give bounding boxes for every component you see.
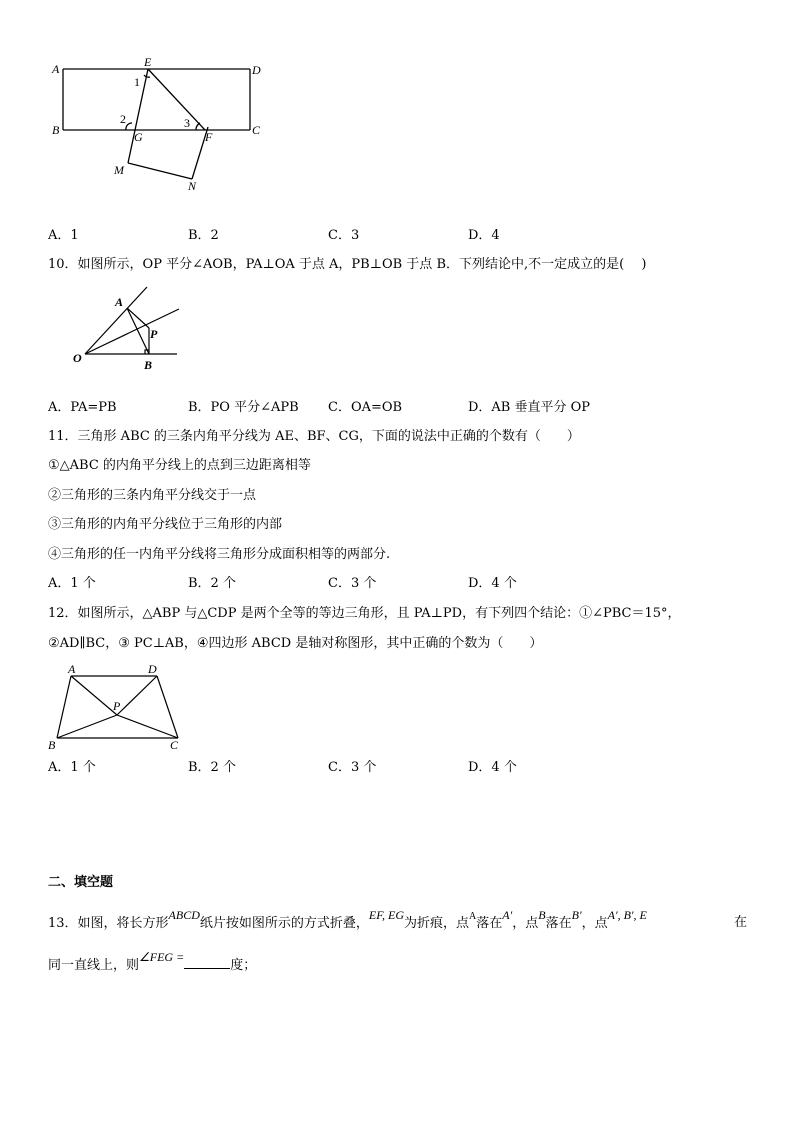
q13-line2-part2: 度； [230,958,257,973]
q11-item-2: ②三角形的三条内角平分线交于一点 [48,488,257,503]
q9-option-c: C．3 [328,228,360,243]
figure-q12 [44,660,194,752]
q12-option-d: D．4 个 [468,760,517,775]
q13-math-b: B [538,908,546,922]
q13-line2-part1: 同一直线上，则 [48,958,140,973]
label-2: 2 [120,112,126,126]
segment-ef [148,69,205,130]
q13-math-abcd: ABCD [168,908,200,922]
segment-dc [157,676,178,738]
label-p: P [150,327,158,341]
label-a: A [115,295,124,309]
label-m: M [114,163,124,177]
q12-option-b: B．2 个 [188,760,236,775]
label-1: 1 [134,75,140,89]
q13-math-collinear-points: A′, B′, E [607,908,647,922]
q13-part4: 落在 [476,916,503,931]
label-b: B [144,358,153,372]
segment-cp [117,715,178,738]
label-3: 3 [184,116,190,130]
segment-mn [128,163,192,179]
q11-option-a: A．1 个 [48,576,96,591]
q13-part5: ，点 [512,916,539,931]
q11-option-c: C．3 个 [328,576,377,591]
q10-option-b: B．PO 平分∠APB [188,400,299,415]
label-c: C [170,738,179,752]
angle-arc-2 [126,123,132,130]
q13-math-a-prime: A′ [502,908,513,922]
q11-item-4: ④三角形的任一内角平分线将三角形分成面积相等的两部分. [48,547,391,562]
q13-part1: 13．如图，将长方形 [48,916,169,931]
q10-option-d: D．AB 垂直平分 OP [468,400,591,415]
label-d: D [148,662,157,676]
q13-part2: 纸片按如图所示的方式折叠， [199,916,369,931]
label-f: F [205,130,213,144]
q11-option-b: B．2 个 [188,576,236,591]
q12-question-line1: 12．如图所示，△ABP 与△CDP 是两个全等的等边三角形，且 PA⊥PD，有下列四个结论：①∠PBC＝15°， [48,606,681,621]
q13-part7: ，点 [581,916,608,931]
segment-pa [127,308,149,328]
figure-q9 [40,55,280,195]
angle-arc-3 [196,123,200,130]
q13-answer-blank[interactable] [184,956,230,969]
q12-option-a: A．1 个 [48,760,96,775]
q12-option-c: C．3 个 [328,760,377,775]
section-title-fill-in: 二、填空题 [48,875,114,890]
q12-question-line2: ②AD∥BC，③ PC⊥AB，④四边形 ABCD 是轴对称图形，其中正确的个数为（ ） [48,636,543,651]
segment-op [85,309,179,354]
q11-item-1: ①△ABC 的内角平分线上的点到三边距离相等 [48,458,311,473]
q13-math-b-prime: B′ [571,908,582,922]
segment-ab [57,676,71,738]
q10-question: 10．如图所示，OP 平分∠AOB，PA⊥OA 于点 A，PB⊥OB 于点 B．下列结论中,不一定成立的是( ) [48,257,647,272]
label-a: A [52,62,60,76]
label-n: N [188,179,197,193]
label-e: E [144,55,152,69]
q9-option-d: D．4 [468,228,500,243]
label-c: C [252,123,261,137]
q10-option-c: C．OA=OB [328,400,403,415]
q13-part8: 在 [734,915,748,930]
label-g: G [134,130,143,144]
q11-item-3: ③三角形的内角平分线位于三角形的内部 [48,517,283,532]
q13-math-ef-eg: EF, EG [368,908,405,922]
q13-question-line2 [48,950,257,975]
label-b: B [52,123,60,137]
q13-part6: 落在 [545,916,572,931]
q10-option-a: A．PA=PB [48,400,117,415]
q13-math-angle-feg: ∠FEG = [139,950,185,964]
q11-option-d: D．4 个 [468,576,517,591]
segment-ap [71,676,117,715]
label-b: B [48,738,56,752]
figure-q10 [65,282,185,377]
label-p: P [113,699,121,713]
segment-dp [117,676,157,715]
segment-ab [127,308,149,354]
q13-question-line1 [48,908,748,934]
label-d: D [252,63,261,77]
segment-bp [57,715,117,738]
q9-option-b: B．2 [188,228,219,243]
label-o: O [73,351,82,365]
q13-math-a: A [469,911,477,922]
q13-part3: 为折痕，点 [404,916,470,931]
label-a: A [68,662,76,676]
q9-option-a: A．1 [48,228,79,243]
q11-question: 11．三角形 ABC 的三条内角平分线为 AE、BF、CG，下面的说法中正确的个数有（ ） [48,429,580,444]
